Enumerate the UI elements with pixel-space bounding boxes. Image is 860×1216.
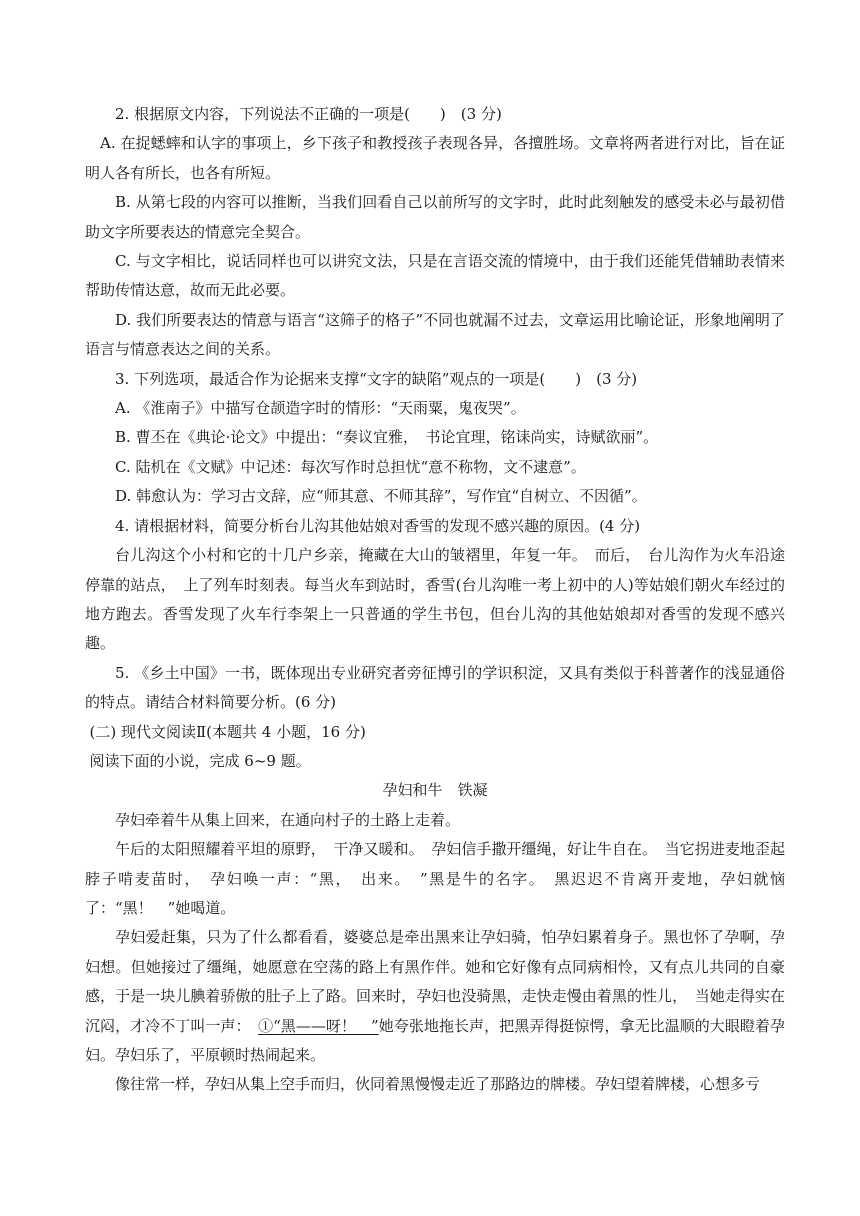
story-paragraph-3-text-after: 她夸张地拖长声，把黑弄得挺惊愕，拿无比温顺的大眼瞪着孕妇。孕妇乐了，平原顿时热闹起来。 (85, 1016, 785, 1064)
underlined-quote-1: ①“黑——呀！ ” (258, 1016, 379, 1035)
story-paragraph-3-text-before: 孕妇爱赶集，只为了什么都看看，婆婆总是牵出黑来让孕妇骑，怕孕妇累着身子。黑也怀了孕啊，孕妇想。但她接过了缰绳，她愿意在空荡的路上有黑作伴。她和它好像有点同病相怜，又有点儿共同的自豪感，于是一块儿腆着骄傲的肚子上了路。回来时，孕妇也没骑黑，走快走慢由着黑的性儿， 当她走得实在沉闷，才冷不丁叫一声： (85, 928, 785, 1035)
question-3-option-a: A. 《淮南子》中描写仓颉造字时的情形：“天雨粟，鬼夜哭”。 (115, 399, 526, 418)
section-2-heading: (二) 现代文阅读Ⅱ(本题共 4 小题，16 分) (89, 722, 366, 741)
story-paragraph-2: 午后的太阳照耀着平坦的原野， 干净又暖和。 孕妇信手撒开缰绳，好让牛自在。 当它拐进麦地歪起脖子啃麦苗时， 孕妇唤一声：“黑， 出来。 ”黑是牛的名字。 黑迟迟不肯离开麦地，孕妇就恼了：“黑！ ”她喝道。 (85, 840, 785, 917)
story-paragraph-4: 像往常一样，孕妇从集上空手而归，伙同着黑慢慢走近了那路边的牌楼。孕妇望着牌楼，心想多亏 (115, 1075, 761, 1094)
question-4-stem: 4. 请根据材料，简要分析台儿沟其他姑娘对香雪的发现不感兴趣的原因。(4 分) (115, 516, 641, 535)
question-3-option-c: C. 陆机在《文赋》中记述：每次写作时总担忧“意不称物，文不逮意”。 (115, 457, 586, 476)
question-3-stem: 3. 下列选项，最适合作为论据来支撑“文字的缺陷”观点的一项是( ) (3 分) (115, 369, 638, 388)
question-2-option-b: B. 从第七段的内容可以推断，当我们回看自己以前所写的文字时，此时此刻触发的感受未必与最初借助文字所要表达的情意完全契合。 (85, 193, 785, 241)
story-title: 孕妇和牛 铁凝 (382, 781, 488, 800)
question-2-stem: 2. 根据原文内容，下列说法不正确的一项是( ) (3 分) (115, 105, 502, 123)
document-content (85, 100, 785, 1100)
question-2-option-c: C. 与文字相比，说话同样也可以讲究文法，只是在言语交流的情境中，由于我们还能凭借辅助表情来帮助传情达意，故而无此必要。 (85, 252, 785, 300)
question-5-stem: 5. 《乡土中国》一书，既体现出专业研究者旁征博引的学识积淀，又具有类似于科普著作的浅显通俗的特点。请结合材料简要分析。(6 分) (85, 663, 785, 712)
question-3-option-d: D. 韩愈认为：学习古文辞，应“师其意、不师其辞”，写作宜“自树立、不因循”。 (115, 487, 647, 506)
story-paragraph-3 (85, 923, 785, 1070)
question-3-option-b: B. 曹丕在《典论·论文》中提出：“奏议宜雅， 书论宜理，铭诔尚实，诗赋欲丽”。 (115, 428, 659, 447)
question-2-option-d: D. 我们所要表达的情意与语言“这筛子的格子”不同也就漏不过去，文章运用比喻论证，形象地阐明了语言与情意表达之间的关系。 (85, 310, 785, 359)
question-4-material: 台儿沟这个小村和它的十几户乡亲，掩藏在大山的皱褶里，年复一年。 而后， 台儿沟作为火车沿途停靠的站点， 上了列车时刻表。每当火车到站时，香雪(台儿沟唯一考上初中的人)等姑娘们朝火车经过的地方跑去。香雪发现了火车行李架上一只普通的学生书包，但台儿沟的其他姑娘却对香雪的发现不感兴趣。 (85, 546, 785, 653)
question-2-option-a: A. 在捉蟋蟀和认字的事项上，乡下孩子和教授孩子表现各异，各擅胜场。文章将两者进行对比，旨在证明人各有所长，也各有所短。 (85, 134, 785, 182)
story-paragraph-1: 孕妇牵着牛从集上回来，在通向村子的土路上走着。 (115, 810, 461, 829)
section-2-instruction: 阅读下面的小说，完成 6~9 题。 (89, 751, 311, 770)
